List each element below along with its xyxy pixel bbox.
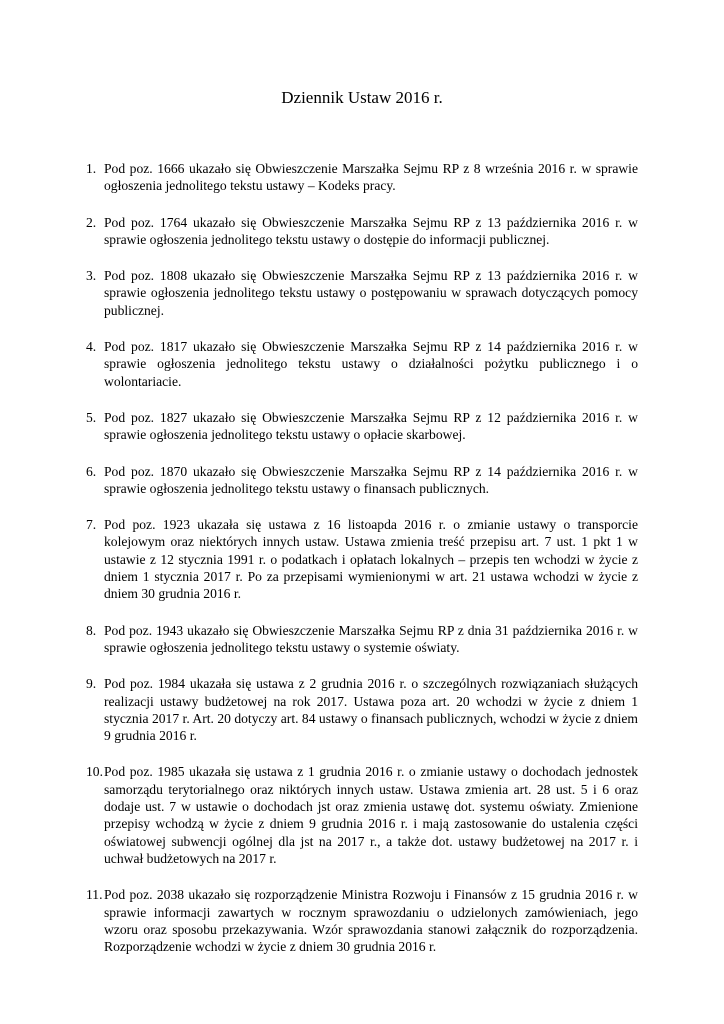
list-item bbox=[86, 409, 638, 444]
announcement-list bbox=[86, 160, 638, 974]
item-number: 5. bbox=[86, 409, 97, 425]
item-number: 3. bbox=[86, 268, 97, 284]
list-item bbox=[86, 160, 638, 195]
item-number: 7. bbox=[86, 517, 97, 533]
list-item bbox=[86, 675, 638, 744]
item-text: Pod poz. 1808 ukazało się Obwieszczenie Marszałka Sejmu RP z 13 października 2016 r. w sprawie ogłoszenia jednolitego tekstu ustawy o postępowaniu w sprawach dotyczących pomocy publicznej. bbox=[104, 268, 638, 318]
list-item bbox=[86, 463, 638, 498]
item-text: Pod poz. 1870 ukazało się Obwieszczenie Marszałka Sejmu RP z 14 października 2016 r. w sprawie ogłoszenia jednolitego tekstu ustawy o finansach publicznych. bbox=[104, 463, 638, 496]
item-text: Pod poz. 1817 ukazało się Obwieszczenie Marszałka Sejmu RP z 14 października 2016 r. w sprawie ogłoszenia jednolitego tekstu ustawy o działalności pożytku publicznego i o wolontariacie. bbox=[104, 339, 638, 389]
list-item bbox=[86, 886, 638, 955]
list-item bbox=[86, 267, 638, 319]
item-text: Pod poz. 1764 ukazało się Obwieszczenie Marszałka Sejmu RP z 13 października 2016 r. w sprawie ogłoszenia jednolitego tekstu ustawy o dostępie do informacji publicznej. bbox=[104, 214, 638, 247]
item-text: Pod poz. 1985 ukazała się ustawa z 1 grudnia 2016 r. o zmianie ustawy o dochodach jednostek samorządu terytorialnego oraz niktórych innych ustaw. Ustawa zmienia art. 28 ust. 5 i 6 oraz dodaje ust. 7 w ustawie o dochodach jst oraz zmienia ustawę dot. systemu oświaty. Zmienione przepisy wchodzą w życie z dniem 9 grudnia 2016 r. i mają zastosowanie do ustalenia części oświatowej subwencji ogólnej dla jst na 2017 r., a także dot. ustawy budżetowej na 2017 r. i uchwał budżetowych na 2017 r. bbox=[104, 764, 638, 866]
page-title: Dziennik Ustaw 2016 r. bbox=[281, 88, 443, 107]
list-item bbox=[86, 622, 638, 657]
item-number: 8. bbox=[86, 622, 97, 638]
list-item bbox=[86, 763, 638, 867]
item-text: Pod poz. 1943 ukazało się Obwieszczenie Marszałka Sejmu RP z dnia 31 października 2016 r. w sprawie ogłoszenia jednolitego tekstu ustawy o systemie oświaty. bbox=[104, 622, 638, 655]
item-text: Pod poz. 1827 ukazało się Obwieszczenie Marszałka Sejmu RP z 12 października 2016 r. w sprawie ogłoszenia jednolitego tekstu ustawy o opłacie skarbowej. bbox=[104, 409, 638, 443]
item-number: 9. bbox=[86, 676, 97, 692]
item-number: 10. bbox=[86, 764, 103, 780]
item-number: 4. bbox=[86, 339, 97, 355]
list-item bbox=[86, 516, 638, 602]
list-item bbox=[86, 214, 638, 249]
item-text: Pod poz. 1923 ukazała się ustawa z 16 listoapda 2016 r. o zmianie ustawy o transporcie kolejowym oraz niektórych innych ustaw. Ustawa zmienia treść przepisu art. 7 ust. 1 pkt 1 w ustawie z 12 stycznia 1991 r. o podatkach i opłatach lokalnych – przepis ten wchodzi w życie z dniem 1 stycznia 2017 r. Po za przepisami wymienionymi w art. 21 ustawa wchodzi w życie z dniem 30 grudnia 2016 r. bbox=[104, 517, 638, 602]
item-number: 1. bbox=[86, 161, 97, 176]
item-text: Pod poz. 1666 ukazało się Obwieszczenie Marszałka Sejmu RP z 8 września 2016 r. w sprawie ogłoszenia jednolitego tekstu ustawy – Kodeks pracy. bbox=[104, 161, 638, 194]
item-number: 2. bbox=[86, 214, 97, 230]
list-item bbox=[86, 338, 638, 390]
item-text: Pod poz. 2038 ukazało się rozporządzenie Ministra Rozwoju i Finansów z 15 grudnia 2016 r. w sprawie informacji zawartych w rocznym sprawozdaniu o udzielonych zamówieniach, jego wzoru oraz sposobu przekazywania. Wzór sprawozdania stanowi załącznik do rozporządzenia. Rozporządzenie wchodzi w życie z dniem 30 grudnia 2016 r. bbox=[104, 887, 638, 955]
item-number: 6. bbox=[86, 463, 97, 479]
item-number: 11. bbox=[86, 887, 103, 903]
item-text: Pod poz. 1984 ukazała się ustawa z 2 grudnia 2016 r. o szczególnych rozwiązaniach służących realizacji ustawy budżetowej na rok 2017. Ustawa poza art. 20 wchodzi w życie z dniem 1 stycznia 2017 r. Art. 20 dotyczy art. 84 ustawy o finansach publicznych, wchodzi w życie z dniem 9 grudnia 2016 r. bbox=[104, 676, 638, 744]
